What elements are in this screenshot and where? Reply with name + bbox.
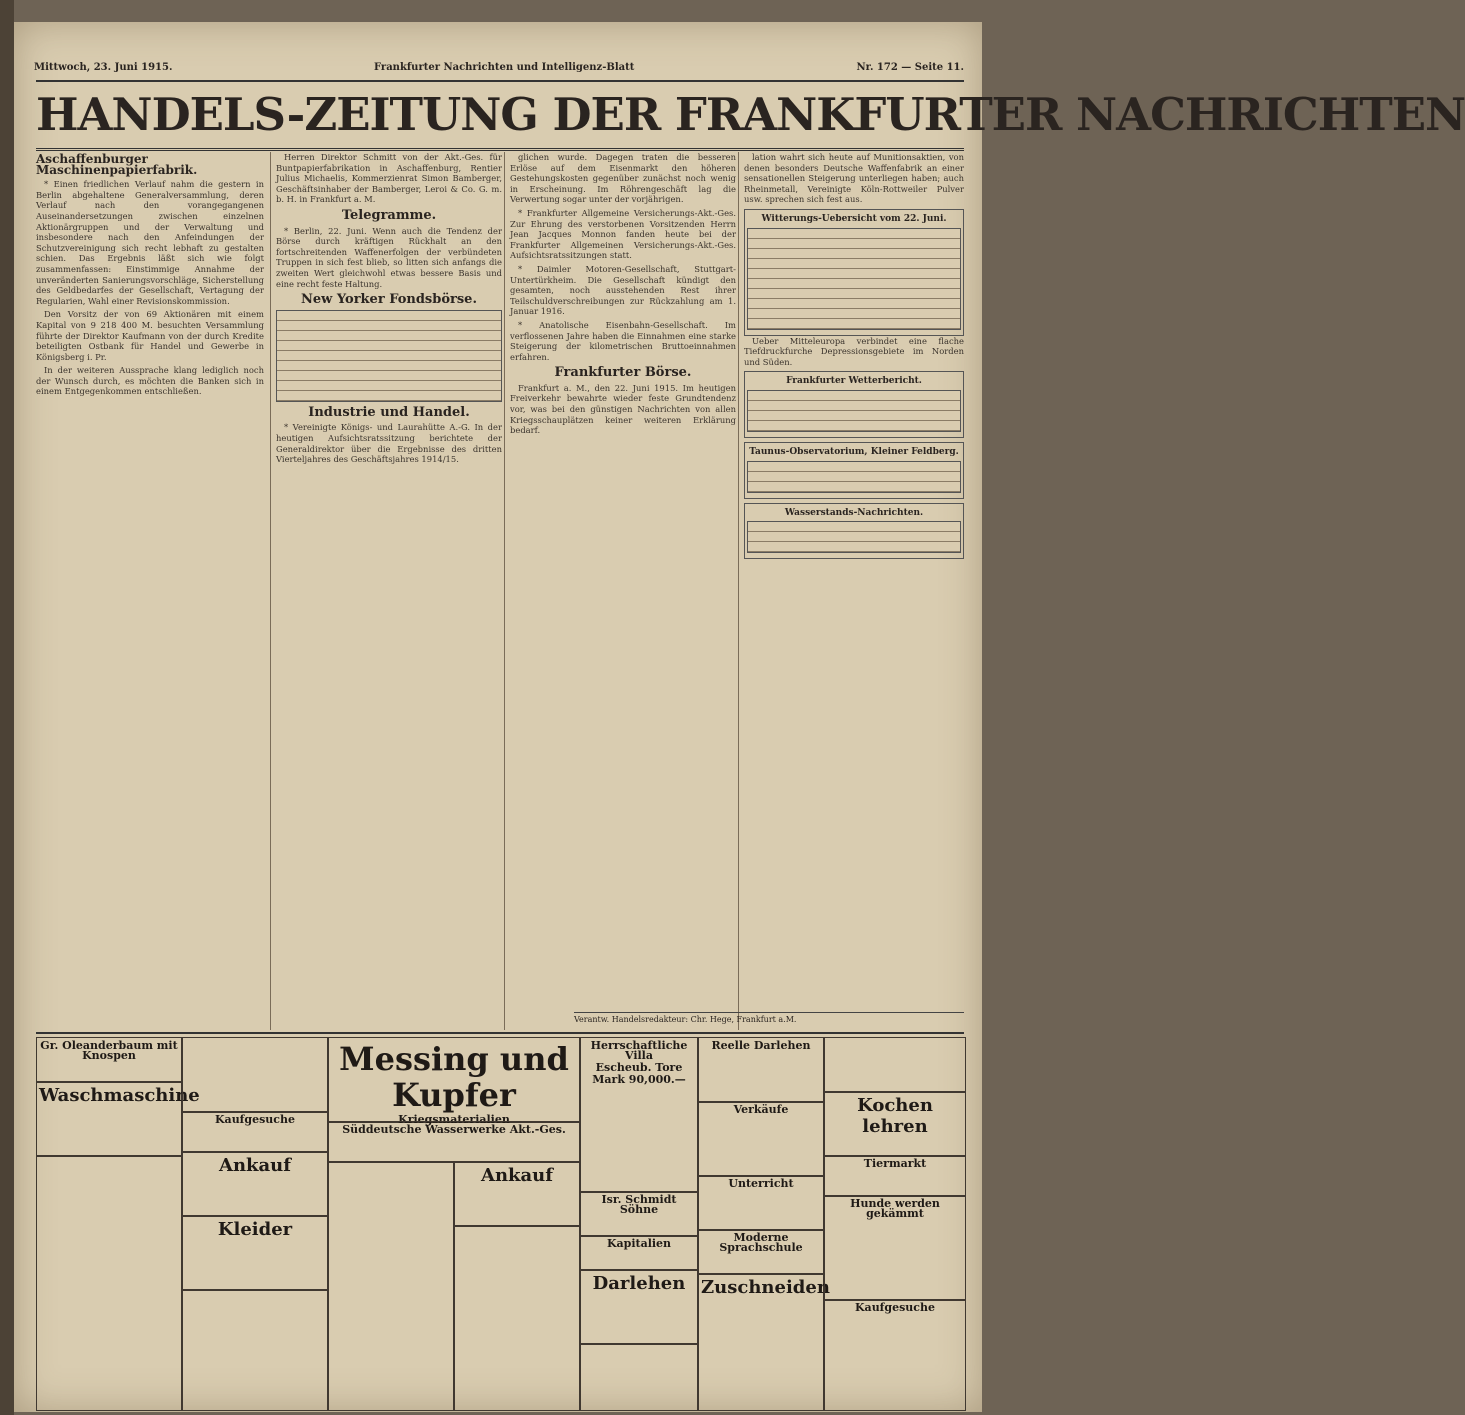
ad-oleander: Gr. Oleanderbaum mit Knospen xyxy=(36,1037,182,1083)
ad-misc-7 xyxy=(824,1037,966,1093)
ad-darlehen: Darlehen xyxy=(580,1269,698,1345)
article-text: Ueber Mitteleuropa verbindet eine flache Tiefdruckfurche Depressionsgebiete im Norden und Süden. xyxy=(744,335,964,367)
ad-unterricht: Unterricht xyxy=(698,1175,824,1231)
ad-messing-kupfer: Messing und Kupfer Kriegsmaterialien xyxy=(328,1037,580,1123)
page-number: Nr. 172 — Seite 11. xyxy=(856,62,964,73)
ad-kaufgesuche: Kaufgesuche xyxy=(182,1111,328,1153)
article-text: In der weiteren Aussprache klang lediglich noch der Wunsch durch, es möchten die Banken sich in einem Entgegenkommen entschließen. xyxy=(36,365,264,397)
observatory-grid xyxy=(747,461,961,493)
ad-kleider: Kleider xyxy=(182,1215,328,1291)
ad-verkaeufe: Verkäufe xyxy=(698,1101,824,1177)
article-text: Herren Direktor Schmitt von der Akt.-Ges. für Buntpapierfabrikation in Aschaffenburg, Rentier Julius Michaelis, Kommerzienrat Simon Bamberger, Geschäftsinhaber der Bamberger, Leroi & Co. G. m. b. H. in Frankfurt a. M. xyxy=(276,152,502,205)
ad-zuschneiden: Zuschneiden xyxy=(698,1273,824,1411)
section-heading: Telegramme. xyxy=(341,207,437,223)
stock-table xyxy=(276,310,502,402)
article-text: Frankfurt a. M., den 22. Juni 1915. Im heutigen Freiverkehr bewahrte wieder feste Grundtendenz vor, was bei den günstigen Nachrichten von allen Kriegsschauplätzen keiner weiteren Erklärung bedarf. xyxy=(510,382,736,436)
weather-report-grid xyxy=(747,390,961,432)
ad-misc-3 xyxy=(182,1289,328,1411)
observatory-title: Taunus-Observatorium, Kleiner Feldberg. xyxy=(749,446,959,457)
article-columns xyxy=(36,152,964,1030)
newspaper-page xyxy=(14,22,1465,1412)
ad-kaufgesuche-2: Kaufgesuche xyxy=(824,1299,966,1411)
ad-misc-4 xyxy=(328,1161,454,1411)
ad-wasserwerke: Süddeutsche Wasserwerke Akt.-Ges. xyxy=(328,1121,580,1163)
section-heading: Frankfurter Börse. xyxy=(554,365,692,381)
ad-tiermarkt: Tiermarkt xyxy=(824,1155,966,1197)
issue-date: Mittwoch, 23. Juni 1915. xyxy=(34,62,173,73)
article-text: * Anatolische Eisenbahn-Gesellschaft. Im verflossenen Jahre haben die Einnahmen eine starke Steigerung der kilometrischen Bruttoeinnahmen erfahren. xyxy=(510,319,736,362)
book-spine xyxy=(0,0,14,1415)
ad-ankauf-2: Ankauf xyxy=(454,1161,580,1227)
weather-report-title: Frankfurter Wetterbericht. xyxy=(786,376,922,387)
article-text: glichen wurde. Dagegen traten die besseren Erlöse auf dem Eisenmarkt den höheren Gestehungskosten gegenüber zunächst noch wenig in Erscheinung. Im Röhrengeschäft lag die Verwertung sogar unter der vorjährigen. xyxy=(510,152,736,205)
column-3 xyxy=(504,152,736,1030)
water-levels-title: Wasserstands-Nachrichten. xyxy=(784,507,924,518)
ad-misc-6 xyxy=(580,1343,698,1411)
water-levels xyxy=(744,503,964,560)
observatory-report xyxy=(744,442,964,499)
article-text: lation wahrt sich heute auf Munitionsaktien, von denen besonders Deutsche Waffenfabrik an einer sensationellen Steigerung unterliegen haben; auch Rheinmetall, Vereinigte Köln-Rottweiler Pulver usw. sprechen sich fest aus. xyxy=(744,152,964,205)
paper-name: Frankfurter Nachrichten und Intelligenz-Blatt xyxy=(374,62,635,73)
article-title: Aschaffenburger Maschinenpapierfabrik. xyxy=(36,152,198,177)
ad-schmidt: Isr. Schmidt Söhne xyxy=(580,1191,698,1237)
column-4 xyxy=(738,152,964,1030)
ad-hunde: Hunde werden gekämmt xyxy=(824,1195,966,1301)
ad-kapitalien: Kapitalien xyxy=(580,1235,698,1271)
ads-divider xyxy=(36,1032,964,1034)
ad-villa: Herrschaftliche Villa Escheub. Tore Mark 90,000.— xyxy=(580,1037,698,1193)
page-header xyxy=(34,62,964,78)
section-heading: New Yorker Fondsbörse. xyxy=(301,292,477,308)
ad-sprachschule: Moderne Sprachschule xyxy=(698,1229,824,1275)
weather-grid xyxy=(747,228,961,330)
article-text: * Daimler Motoren-Gesellschaft, Stuttgart-Untertürkheim. Die Gesellschaft kündigt den gesamten, noch ausstehenden Rest ihrer Teilschuldverschreibungen zur Rückzahlung am 1. Januar 1916. xyxy=(510,263,736,317)
weather-table xyxy=(744,209,964,336)
ad-misc-1 xyxy=(36,1155,182,1411)
classified-ads xyxy=(36,1037,964,1407)
water-levels-grid xyxy=(747,521,961,553)
column-2 xyxy=(270,152,502,1030)
ad-reelle-darlehen: Reelle Darlehen xyxy=(698,1037,824,1103)
weather-title: Witterungs-Uebersicht vom 22. Juni. xyxy=(761,213,947,224)
masthead-title: HANDELS-ZEITUNG DER FRANKFURTER NACHRICHTEN xyxy=(36,80,964,151)
column-1 xyxy=(36,152,264,1030)
ad-misc-5 xyxy=(454,1225,580,1411)
weather-report xyxy=(744,371,964,438)
editor-credit: Verantw. Handelsredakteur: Chr. Hege, Frankfurt a.M. xyxy=(574,1012,964,1024)
article-text: * Frankfurter Allgemeine Versicherungs-Akt.-Ges. Zur Ehrung des verstorbenen Vorsitzenden Herrn Jean Jacques Monnon fanden heute bei der Frankfurter Allgemeinen Versicherungs-Akt.-Ges. Aufsichtsratssitzungen statt. xyxy=(510,207,736,261)
ad-ankauf: Ankauf xyxy=(182,1151,328,1217)
article-text: Den Vorsitz der von 69 Aktionären mit einem Kapital von 9 218 400 M. besuchten Versammlung führte der Direktor Kaufmann von der durch Kredite beteiligten Ostbank für Handel und Gewerbe in Königsberg i. Pr. xyxy=(36,309,264,362)
article-text: * Einen friedlichen Verlauf nahm die gestern in Berlin abgehaltene Generalversammlung, deren Verlauf nach den vorangegangenen Auseinandersetzungen zwischen einzelnen Aktionärgruppen und der Verwaltung und insbesondere nach den Anfeindungen der Schutzvereinigung sich recht lebhaft zu gestalten schien. Das Ergebnis läßt sich wie folgt zusammenfassen: Einstimmige Annahme der unveränderten Sanierungsvorschläge, Sicherstellung des Geldbedarfes der Gesellschaft, Vertagung der Regularien, Wahl einer Revisionskommission. xyxy=(36,179,264,306)
article-text: * Berlin, 22. Juni. Wenn auch die Tendenz der Börse durch kräftigen Rückhalt an den fortschreitenden Waffenerfolgen der verbündeten Truppen in sich fest blieb, so litten sich anfangs die zweiten Wert gleichwohl etwas bessere Basis und eine recht feste Haltung. xyxy=(276,225,502,289)
section-heading: Industrie und Handel. xyxy=(308,404,470,420)
ad-kochen: Kochen lehren xyxy=(824,1091,966,1157)
ad-misc-2 xyxy=(182,1037,328,1113)
ad-waschmaschine: Waschmaschine xyxy=(36,1081,182,1157)
article-text: * Vereinigte Königs- und Laurahütte A.-G. In der heutigen Aufsichtsratssitzung berichtete der Generaldirektor über die Ergebnisse des dritten Vierteljahres des Geschäftsjahres 1914/15. xyxy=(276,422,502,465)
